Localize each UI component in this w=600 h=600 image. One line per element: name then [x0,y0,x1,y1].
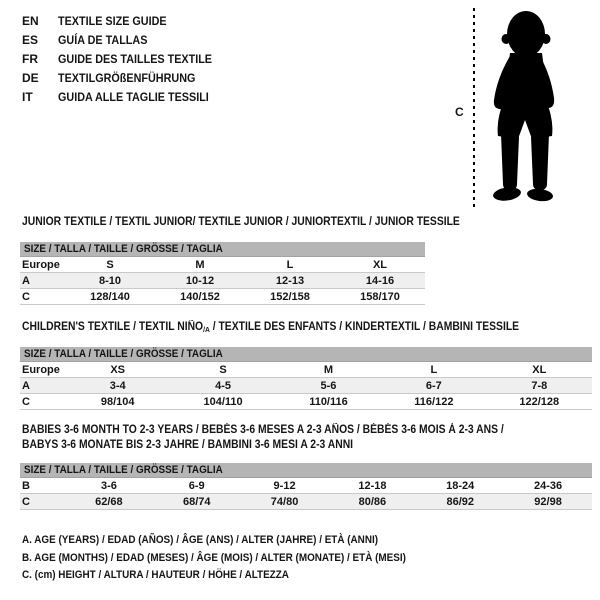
junior-size-table [20,257,425,305]
section-babies-textile [20,423,592,510]
language-row-es [22,30,229,49]
row-label-cell: A [20,273,65,289]
size-cell: 140/152 [155,289,245,305]
junior-size-header-bar [20,242,425,257]
section-childrens-textile [20,321,592,410]
language-label: GUIDA ALLE TAGLIE TESSILI [58,89,209,104]
note-text: C. (cm) HEIGHT / ALTURA / HAUTEUR / HÖHE / ALTEZZA [22,569,289,581]
size-cell: M [276,362,381,378]
size-cell: S [65,257,155,273]
size-cell: 12-18 [328,478,416,494]
size-cell: 104/110 [170,394,275,410]
title-part: / TEXTILE DES ENFANTS / KINDERTEXTIL / BAMBINI TESSILE [209,321,520,333]
table-row-height [20,494,592,510]
baby-shorts [498,100,553,139]
table-row-europe [20,362,592,378]
babies-title-line2 [22,438,592,453]
baby-right-leg [531,134,549,190]
baby-silhouette-icon [481,8,569,206]
size-cell: 9-12 [241,478,329,494]
childrens-section-title [22,321,592,333]
size-cell: 5-6 [276,378,381,394]
size-cell: 116/122 [381,394,486,410]
baby-head [507,11,545,57]
size-cell: 14-16 [335,273,425,289]
note-age-months [22,550,449,568]
language-code: ES [22,32,39,47]
babies-title-line1-text: BABIES 3-6 MONTH TO 2-3 YEARS / BEBÉS 3-6 MESES A 2-3 AÑOS / BÉBÉS 3-6 MOIS À 2-3 ANS / [22,424,504,436]
baby-left-ear [502,34,511,44]
babies-section-title [22,423,592,453]
size-cell: 4-5 [170,378,275,394]
row-label-cell: C [20,494,65,510]
note-text: A. AGE (YEARS) / EDAD (AÑOS) / ÂGE (ANS) / ALTER (JAHRE) / ETÀ (ANNI) [22,534,379,546]
size-cell: 86/92 [416,494,504,510]
table-row-europe [20,257,425,273]
size-header-text: SIZE / TALLA / TAILLE / GRÖSSE / TAGLIA [24,464,223,476]
size-cell: 62/68 [65,494,153,510]
table-row-height [20,394,592,410]
size-cell: 128/140 [65,289,155,305]
language-code: DE [22,70,39,85]
note-text: B. AGE (MONTHS) / EDAD (MESES) / ÂGE (MOIS) / ALTER (MONATE) / ETÀ (MESI) [22,551,406,564]
language-label: GUÍA DE TALLAS [58,32,148,47]
language-label: TEXTILE SIZE GUIDE [58,13,167,28]
baby-right-foot [526,187,553,202]
language-label: TEXTILGRÖßENFÜHRUNG [58,70,196,85]
size-cell: 92/98 [504,494,592,510]
row-label-cell: C [20,394,65,410]
size-cell: 8-10 [65,273,155,289]
size-cell: 68/74 [153,494,241,510]
childrens-size-header-bar [20,347,592,362]
size-cell: 80/86 [328,494,416,510]
height-dimension-dotted-line [473,8,475,210]
size-cell: 7-8 [487,378,592,394]
size-cell: 110/116 [276,394,381,410]
size-cell: 18-24 [416,478,504,494]
babies-size-table [20,478,592,510]
size-cell: M [155,257,245,273]
size-cell: 158/170 [335,289,425,305]
size-cell: 3-4 [65,378,170,394]
table-row-age-months [20,478,592,494]
size-cell: L [245,257,335,273]
height-dimension-label: C [455,105,464,119]
legend-notes [22,532,449,585]
row-label-cell: A [20,378,65,394]
size-cell: 6-9 [153,478,241,494]
size-cell: L [381,362,486,378]
junior-section-title [22,216,460,228]
baby-left-foot [492,186,522,203]
size-cell: 10-12 [155,273,245,289]
note-age-years [22,532,449,550]
language-row-en [22,11,229,30]
size-header-text: SIZE / TALLA / TAILLE / GRÖSSE / TAGLIA [24,348,223,360]
row-label-cell: Europe [20,257,65,273]
size-cell: 74/80 [241,494,329,510]
language-code: EN [22,13,39,28]
language-code: FR [22,51,38,66]
table-row-age [20,273,425,289]
size-cell: 122/128 [487,394,592,410]
size-cell: XS [65,362,170,378]
size-cell: 152/158 [245,289,335,305]
size-cell: 12-13 [245,273,335,289]
junior-section-title-text: JUNIOR TEXTILE / TEXTIL JUNIOR/ TEXTILE JUNIOR / JUNIORTEXTIL / JUNIOR TESSILE [22,216,460,228]
language-row-it [22,87,229,106]
language-row-de [22,68,229,87]
section-junior-textile [20,216,460,305]
language-code: IT [22,89,33,104]
baby-left-leg [501,134,519,190]
title-subscript: /A [203,325,210,334]
size-cell: 98/104 [65,394,170,410]
baby-right-ear [542,34,551,44]
babies-title-line1 [22,423,592,438]
language-row-fr [22,49,229,68]
note-height-cm [22,567,449,585]
language-label: GUIDE DES TAILLES TEXTILE [58,51,213,66]
table-row-height [20,289,425,305]
row-label-cell: B [20,478,65,494]
size-cell: 3-6 [65,478,153,494]
babies-size-header-bar [20,463,592,478]
size-cell: 6-7 [381,378,486,394]
size-header-text: SIZE / TALLA / TAILLE / GRÖSSE / TAGLIA [24,243,223,255]
size-cell: XL [487,362,592,378]
title-part: CHILDREN'S TEXTILE / TEXTIL NIÑO [22,321,204,333]
language-list [22,11,229,106]
childrens-section-title-text [22,321,519,336]
babies-title-line2-text: BABYS 3-6 MONATE BIS 2-3 JAHRE / BAMBINI 3-6 MESI A 2-3 ANNI [22,439,354,451]
size-cell: S [170,362,275,378]
row-label-cell: C [20,289,65,305]
size-cell: 24-36 [504,478,592,494]
row-label-cell: Europe [20,362,65,378]
childrens-size-table [20,362,592,410]
size-cell: XL [335,257,425,273]
table-row-age [20,378,592,394]
